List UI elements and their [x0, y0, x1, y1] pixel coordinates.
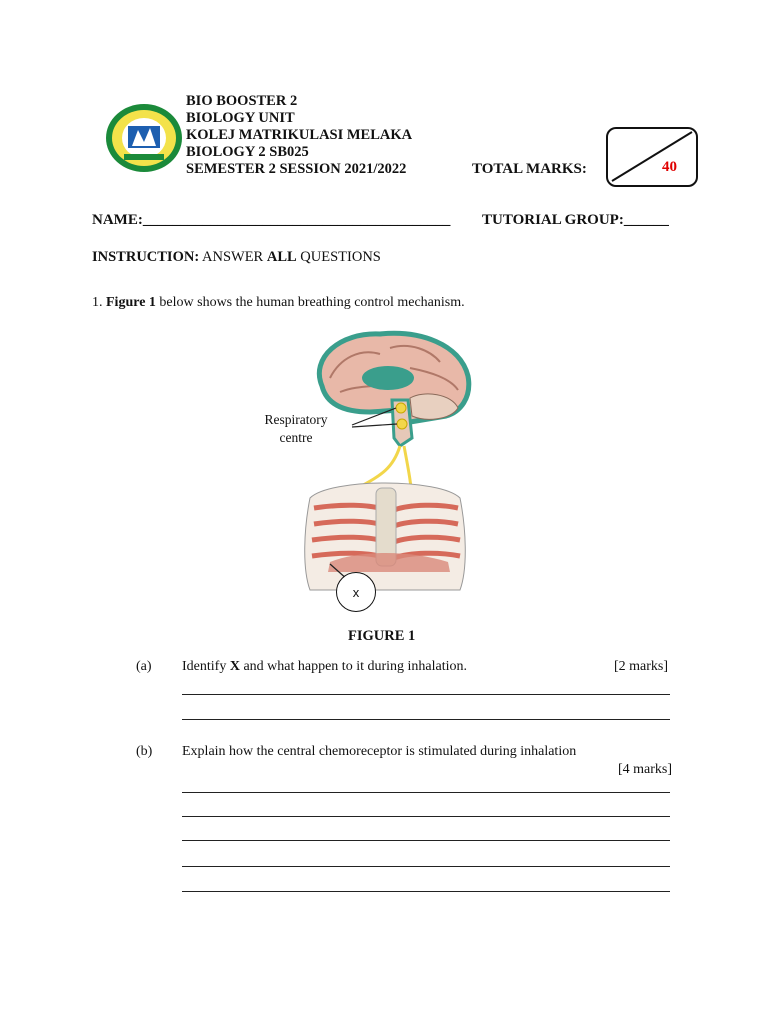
label-x: x: [352, 584, 360, 600]
college-logo: [104, 102, 184, 174]
part-a-text-end: and what happen to it during inhalation.: [239, 659, 468, 674]
total-marks-label: TOTAL MARKS:: [472, 161, 587, 177]
answer-line[interactable]: [182, 792, 670, 793]
part-b-marks: [4 marks]: [618, 762, 673, 777]
part-a-question: [182, 659, 467, 675]
respiratory-centre-label: Respiratory centre: [264, 412, 328, 445]
answer-line[interactable]: [182, 891, 670, 892]
breathing-control-figure: [300, 328, 480, 608]
header-line: BIOLOGY 2 SB025: [186, 144, 309, 160]
answer-line[interactable]: [182, 816, 670, 817]
question-number: 1.: [92, 295, 103, 310]
name-label: NAME:: [92, 212, 143, 228]
instruction: [92, 249, 381, 266]
header-block: [186, 93, 412, 178]
total-marks-box: [606, 127, 698, 187]
answer-line[interactable]: [182, 719, 670, 720]
part-a-label: (a): [136, 659, 152, 674]
instruction-label: INSTRUCTION:: [92, 249, 200, 265]
instruction-text: ANSWER: [199, 249, 267, 265]
figure-caption: FIGURE 1: [348, 628, 416, 644]
answer-line[interactable]: [182, 866, 670, 867]
name-blank[interactable]: _________________________________________: [142, 212, 451, 228]
figure-ref: Figure 1: [106, 295, 156, 310]
instruction-emphasis: ALL: [266, 249, 297, 265]
part-a-marks: [2 marks]: [614, 659, 669, 674]
header-line: BIO BOOSTER 2: [186, 93, 298, 109]
part-b-question: Explain how the central chemoreceptor is stimulated during inhalation: [182, 744, 577, 759]
instruction-text-end: QUESTIONS: [296, 249, 381, 265]
header-line: BIOLOGY UNIT: [186, 110, 295, 126]
label-x-circle: [336, 572, 376, 612]
question-1-stem: [92, 295, 465, 311]
name-field[interactable]: [92, 212, 450, 229]
total-marks-value: 40: [662, 159, 677, 175]
answer-line[interactable]: [182, 694, 670, 695]
header-line: KOLEJ MATRIKULASI MELAKA: [186, 127, 413, 143]
answer-line[interactable]: [182, 840, 670, 841]
header-line: SEMESTER 2 SESSION 2021/2022: [186, 161, 407, 177]
tutorial-blank[interactable]: ______: [623, 212, 669, 228]
tutorial-group-field[interactable]: [482, 212, 669, 229]
part-a-emphasis: X: [229, 659, 240, 674]
tutorial-label: TUTORIAL GROUP:: [482, 212, 624, 228]
part-b-label: (b): [136, 744, 153, 759]
question-text: below shows the human breathing control mechanism.: [155, 295, 465, 310]
part-a-text: Identify: [182, 659, 230, 674]
